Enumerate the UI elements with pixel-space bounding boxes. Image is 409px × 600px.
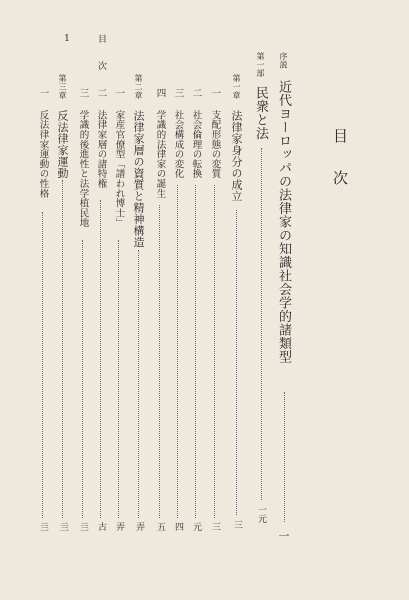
entry-text: 民衆と法 <box>253 86 268 140</box>
entry-label: 一 <box>209 88 221 98</box>
entry-label: 二 <box>190 88 202 98</box>
entry-page: 古 <box>96 522 106 531</box>
entry-text: 近代ヨーロッパの法律家の知識社会学的諸類型 <box>276 80 291 364</box>
entry-page: 一元 <box>256 505 266 523</box>
entry-label: 四 <box>154 88 166 98</box>
leader-dots <box>82 240 83 518</box>
entry-page: 四 <box>173 522 183 531</box>
entry-label: 二 <box>95 88 107 98</box>
entry-page: 亖 <box>38 522 48 531</box>
entry-page: 亖 <box>58 522 68 531</box>
entry-text: 学識的後進性と法学植民地 <box>77 110 89 228</box>
entry-text: 支配形態の変質 <box>209 110 221 179</box>
entry-label: 第一部 <box>256 52 265 78</box>
running-head-title: 目 次 <box>96 34 106 74</box>
entry-text: 法律家層の諸特権 <box>95 110 107 189</box>
leader-dots <box>177 185 178 518</box>
entry-text: 学識的法律家の誕生 <box>154 110 166 199</box>
entry-page: 一 <box>277 530 290 541</box>
toc-title: 目 次 <box>331 128 349 191</box>
leader-dots <box>42 212 43 518</box>
entry-label: 一 <box>113 88 125 98</box>
entry-text: 法律家層の資質と精神構造 <box>132 110 145 248</box>
leader-dots <box>62 180 63 518</box>
entry-label: 第二章 <box>134 74 143 100</box>
entry-label: 序説 <box>279 52 288 69</box>
entry-text: 社会構成の変化 <box>172 110 184 179</box>
entry-label: 一 <box>37 88 49 98</box>
leader-dots <box>284 392 285 522</box>
leader-dots <box>195 185 196 518</box>
entry-page: 五 <box>155 522 165 531</box>
leader-dots <box>118 240 119 518</box>
leader-dots <box>214 185 215 518</box>
entry-text: 反法律家運動の性格 <box>37 110 49 199</box>
running-head-page-number: 1 <box>62 34 72 44</box>
entry-page: 亖 <box>78 522 88 531</box>
entry-text: 社会倫理の転換 <box>190 110 202 179</box>
entry-page: 元 <box>191 522 201 531</box>
entry-label: 第三章 <box>58 74 67 100</box>
leader-dots <box>261 148 262 500</box>
entry-page: 弄 <box>114 522 124 531</box>
entry-label: 第一章 <box>232 74 241 100</box>
leader-dots <box>138 250 139 518</box>
entry-text: 反法律家運動 <box>56 110 69 179</box>
leader-dots <box>236 210 237 515</box>
entry-label: 三 <box>77 88 89 98</box>
entry-page: 弄 <box>134 522 144 531</box>
entry-page: 三 <box>210 522 220 531</box>
leader-dots <box>159 205 160 518</box>
leader-dots <box>100 200 101 518</box>
entry-label: 三 <box>172 88 184 98</box>
entry-text: 法律家身分の成立 <box>230 110 243 202</box>
entry-page: 三 <box>232 520 242 529</box>
entry-text: 家産官僚型「譜われ博士」 <box>113 110 125 228</box>
